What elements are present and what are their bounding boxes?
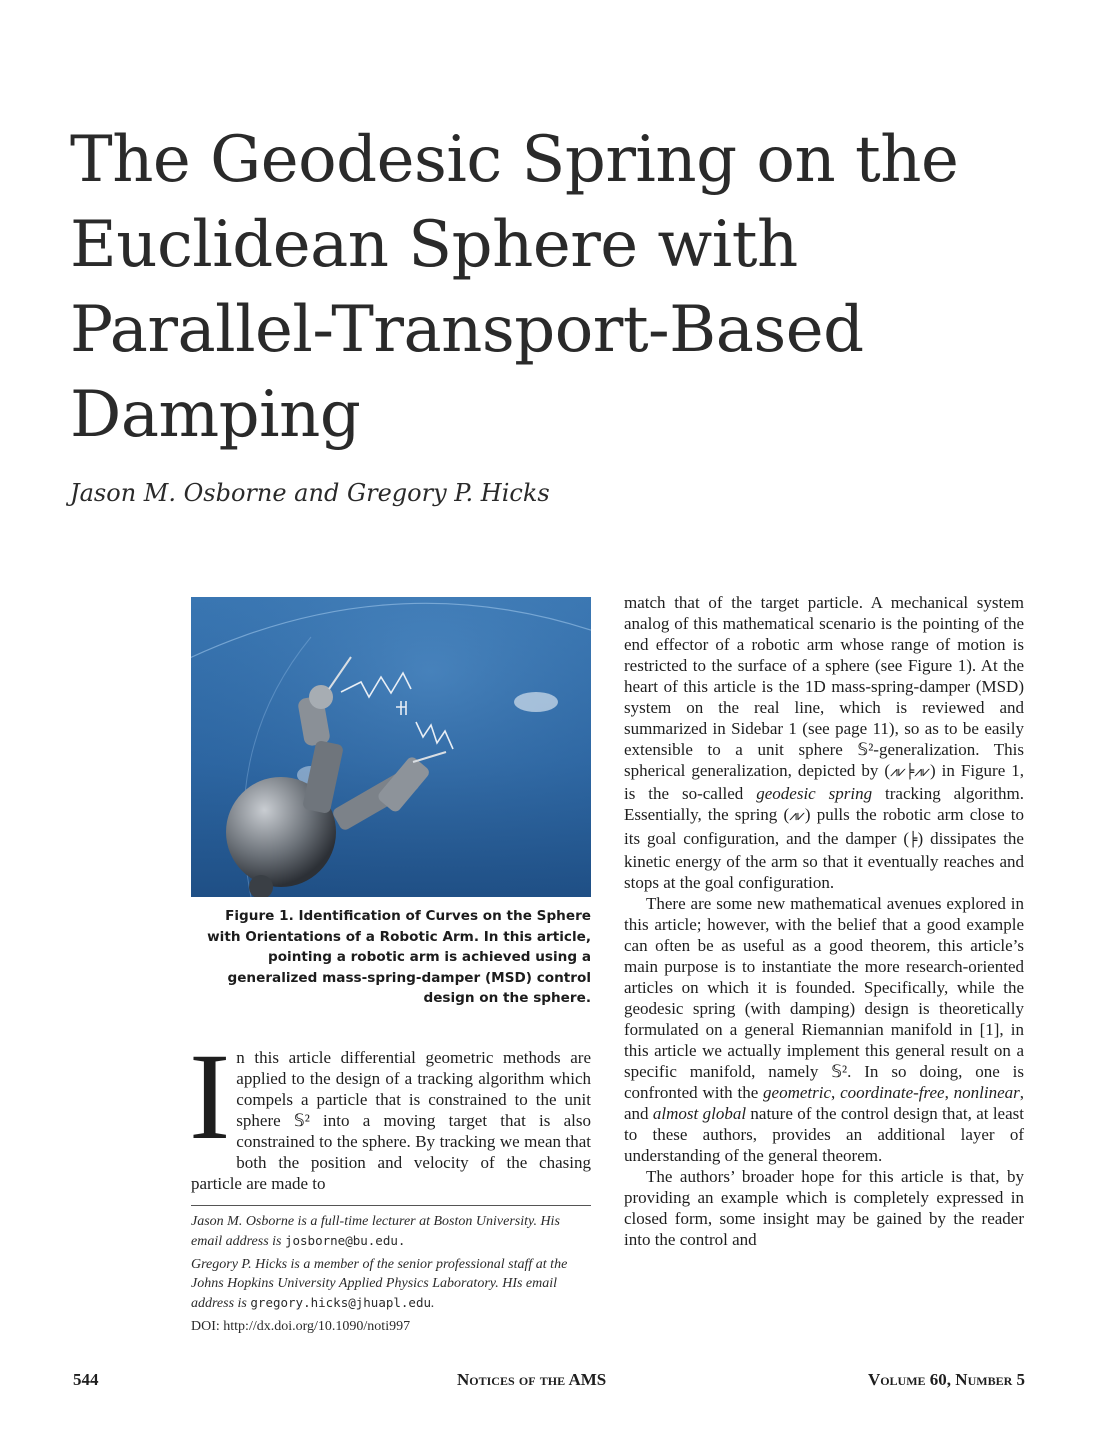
p1-part-b: ) in Figure 1, is the so-called <box>624 761 1024 804</box>
right-paragraph-1 <box>624 592 1024 893</box>
figure-1-caption: Figure 1. Identification of Curves on the Sphere with Orientations of a Robotic Arm. In this article, pointing a robotic arm is achieved using a generalized mass-spring-damper (MSD) control design on the sphere. <box>207 908 591 1006</box>
p2-em-geometric: geometric <box>763 1083 832 1103</box>
msd-symbol-icon: ⩘⩗╞⩘⩗ <box>890 764 931 781</box>
footnote-hicks <box>191 1255 591 1313</box>
footnote-hicks-text: Gregory P. Hicks is a member of the senior professional staff at the Johns Hopkins University Applied Physics Laboratory. HIs email address is <box>191 1257 568 1311</box>
p2-em-almost-global: almost global <box>652 1104 747 1124</box>
robotic-arm-sphere-illustration <box>191 597 591 897</box>
p1-part-a: match that of the target particle. A mechanical system analog of this mathematical scenario is the pointing of the end effector of a robotic arm whose range of motion is restricted to the surface of a sphere (see Figure 1). At the heart of this article is the 1D mass-spring-damper (MSD) system on the real line, which is reviewed and summarized in Sidebar 1 (see page 11), so as to be easily extensible to a unit sphere 𝕊²-generalization. This spherical generalization, depicted by ( <box>624 593 1024 781</box>
p2-em-coordinate-free: coordinate-free <box>840 1083 945 1103</box>
footnote-osborne-text: Jason M. Osborne is a full-time lecturer at Boston University. His email address is <box>191 1214 560 1249</box>
author-footnotes <box>191 1205 591 1340</box>
spring-symbol-icon: ⩘⩗ <box>789 808 805 825</box>
page-footer <box>73 1370 1025 1394</box>
p2-em-nonlinear: nonlinear <box>953 1083 1020 1103</box>
footnote-osborne <box>191 1212 591 1251</box>
p1-em-geodesic-spring: geodesic spring <box>756 784 873 804</box>
p2-sep-2: , <box>944 1083 954 1103</box>
drop-cap: I <box>189 1028 231 1165</box>
volume-number: Volume 60, Number 5 <box>867 1370 1025 1389</box>
hicks-email-period: . <box>431 1296 435 1311</box>
doi-line[interactable]: DOI: http://dx.doi.org/10.1090/noti997 <box>191 1319 411 1334</box>
page-number: 544 <box>73 1370 99 1389</box>
damper-symbol-icon: ╞ <box>909 831 918 848</box>
intro-paragraph <box>189 1028 591 1194</box>
p2-sep-1: , <box>831 1083 841 1103</box>
right-paragraph-2 <box>624 893 1024 1167</box>
p2-part-b: nature of the control design that, at least to these authors, provides an additional layer of understanding of the general theorem. <box>624 1104 1024 1166</box>
right-column-text <box>624 592 1024 1250</box>
hicks-email[interactable]: gregory.hicks@jhuapl.edu <box>250 1295 432 1310</box>
p2-part-a: There are some new mathematical avenues explored in this article; however, with the belief that a good example can often be as useful as a good theorem, this article’s main purpose is to instantiate the more research-oriented articles on which it is founded. Specifically, while the geodesic spring (with damping) design is theoretically formulated on a general Riemannian manifold in [1], in this article we actually implement this general result on a specific manifold, namely 𝕊². In so doing, one is confronted with the <box>624 893 1024 1103</box>
osborne-email[interactable]: josborne@bu.edu. <box>284 1233 406 1248</box>
p1-part-d: ) pulls the robotic arm close to its goal configuration, and the damper ( <box>624 805 1024 848</box>
p1-part-e: ) dissipates the kinetic energy of the arm so that it eventually reaches and stops at the goal configuration. <box>624 828 1024 892</box>
p2-sep-3: , and <box>624 1083 1024 1124</box>
article-authors: Jason M. Osborne and Gregory P. Hicks <box>70 479 550 507</box>
article-title: The Geodesic Spring on the Euclidean Sphere with Parallel-Transport-Based Damping <box>70 123 959 452</box>
right-paragraph-3: The authors’ broader hope for this article is that, by providing an example which is completely expressed in closed form, some insight may be gained by the reader into the control and <box>624 1167 1024 1250</box>
intro-text: n this article differential geometric methods are applied to the design of a tracking algorithm which compels a particle that is constrained to the unit sphere 𝕊² into a moving target that is also constrained to the sphere. By tracking we mean that both the position and velocity of the chasing particle are made to <box>191 1048 591 1193</box>
journal-name: Notices of the AMS <box>457 1370 607 1389</box>
figure-1-image <box>191 597 591 897</box>
p1-part-c: tracking algorithm. Essentially, the spring ( <box>624 784 1024 825</box>
